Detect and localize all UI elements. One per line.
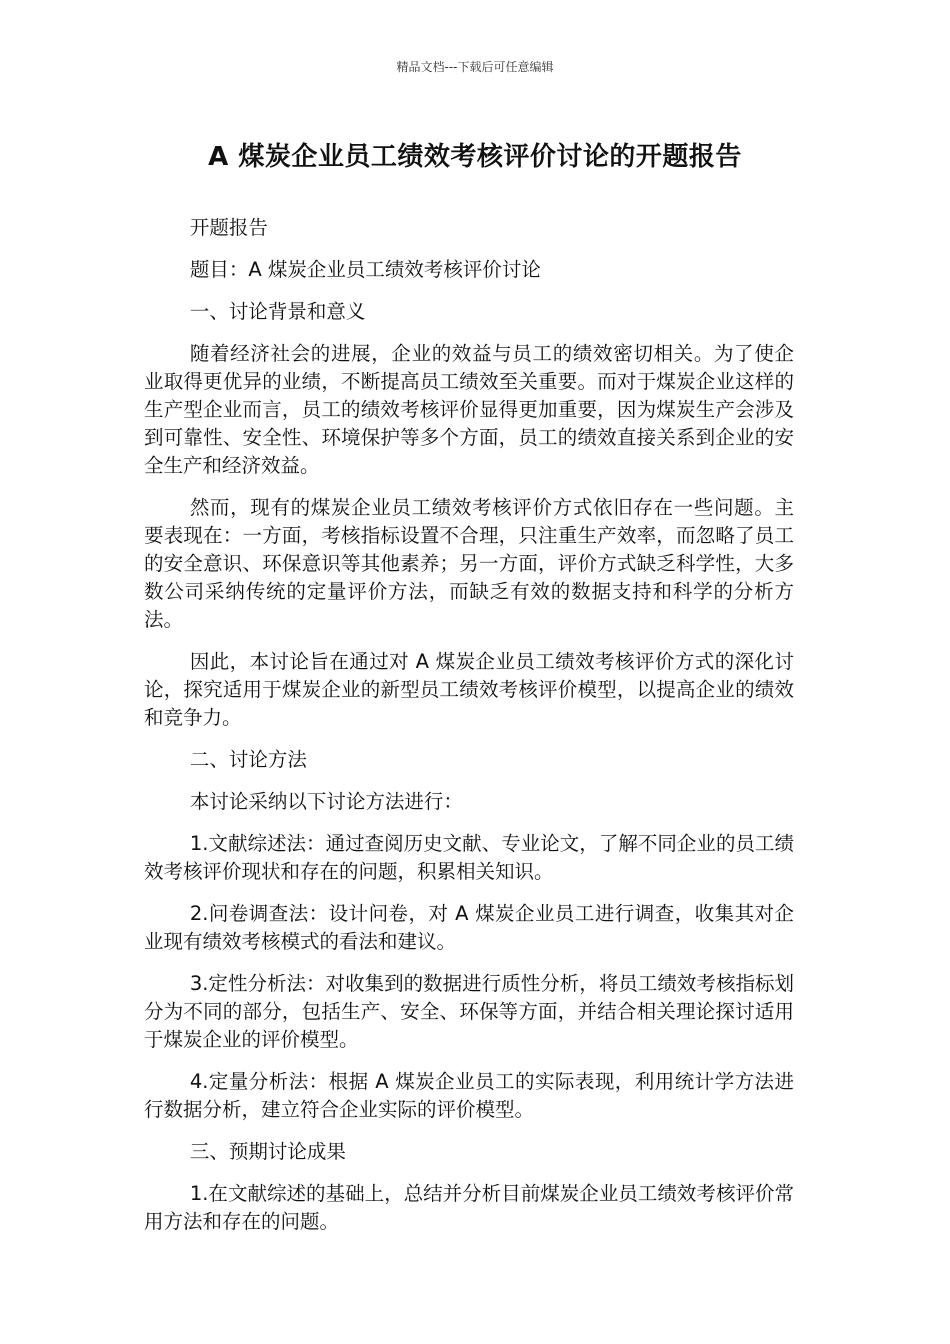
section-heading-results: 三、预期讨论成果 — [189, 1140, 346, 1163]
report-label: 开题报告 — [189, 216, 268, 239]
method-item-2: 2.问卷调查法：设计问卷，对 A 煤炭企业员工进行调查，收集其对企业现有绩效考核模式的看法和建议。 — [144, 902, 794, 953]
result-item-1: 1.在文献综述的基础上，总结并分析目前煤炭企业员工绩效考核评价常用方法和存在的问题。 — [144, 1182, 794, 1233]
topic-line: 题目：A 煤炭企业员工绩效考核评价讨论 — [189, 258, 541, 281]
paragraph-background-3: 因此，本讨论旨在通过对 A 煤炭企业员工绩效考核评价方式的深化讨论，探究适用于煤炭企业的新型员工绩效考核评价模型，以提高企业的绩效和竞争力。 — [144, 650, 794, 729]
section-heading-background: 一、讨论背景和意义 — [189, 300, 366, 323]
method-item-1: 1.文献综述法：通过查阅历史文献、专业论文，了解不同企业的员工绩效考核评价现状和存在的问题，积累相关知识。 — [144, 832, 794, 883]
section-heading-methods: 二、讨论方法 — [189, 748, 307, 771]
methods-intro: 本讨论采纳以下讨论方法进行： — [189, 790, 463, 813]
document-title: A 煤炭企业员工绩效考核评价讨论的开题报告 — [208, 142, 742, 172]
paragraph-background-2: 然而，现有的煤炭企业员工绩效考核评价方式依旧存在一些问题。主要表现在：一方面，考核指标设置不合理，只注重生产效率，而忽略了员工的安全意识、环保意识等其他素养；另一方面，评价方式缺乏科学性，大多数公司采纳传统的定量评价方法，而缺乏有效的数据支持和科学的分析方法。 — [144, 496, 794, 631]
header-note: 精品文档---下载后可任意编辑 — [396, 60, 554, 74]
method-item-4: 4.定量分析法：根据 A 煤炭企业员工的实际表现，利用统计学方法进行数据分析，建立符合企业实际的评价模型。 — [144, 1070, 794, 1121]
paragraph-background-1: 随着经济社会的进展，企业的效益与员工的绩效密切相关。为了使企业取得更优异的业绩，不断提高员工绩效至关重要。而对于煤炭企业这样的生产型企业而言，员工的绩效考核评价显得更加重要，因为煤炭生产会涉及到可靠性、安全性、环境保护等多个方面，员工的绩效直接关系到企业的安全生产和经济效益。 — [144, 342, 794, 477]
method-item-3: 3.定性分析法：对收集到的数据进行质性分析，将员工绩效考核指标划分为不同的部分，包括生产、安全、环保等方面，并结合相关理论探讨适用于煤炭企业的评价模型。 — [144, 972, 794, 1051]
document-body — [144, 214, 794, 1250]
